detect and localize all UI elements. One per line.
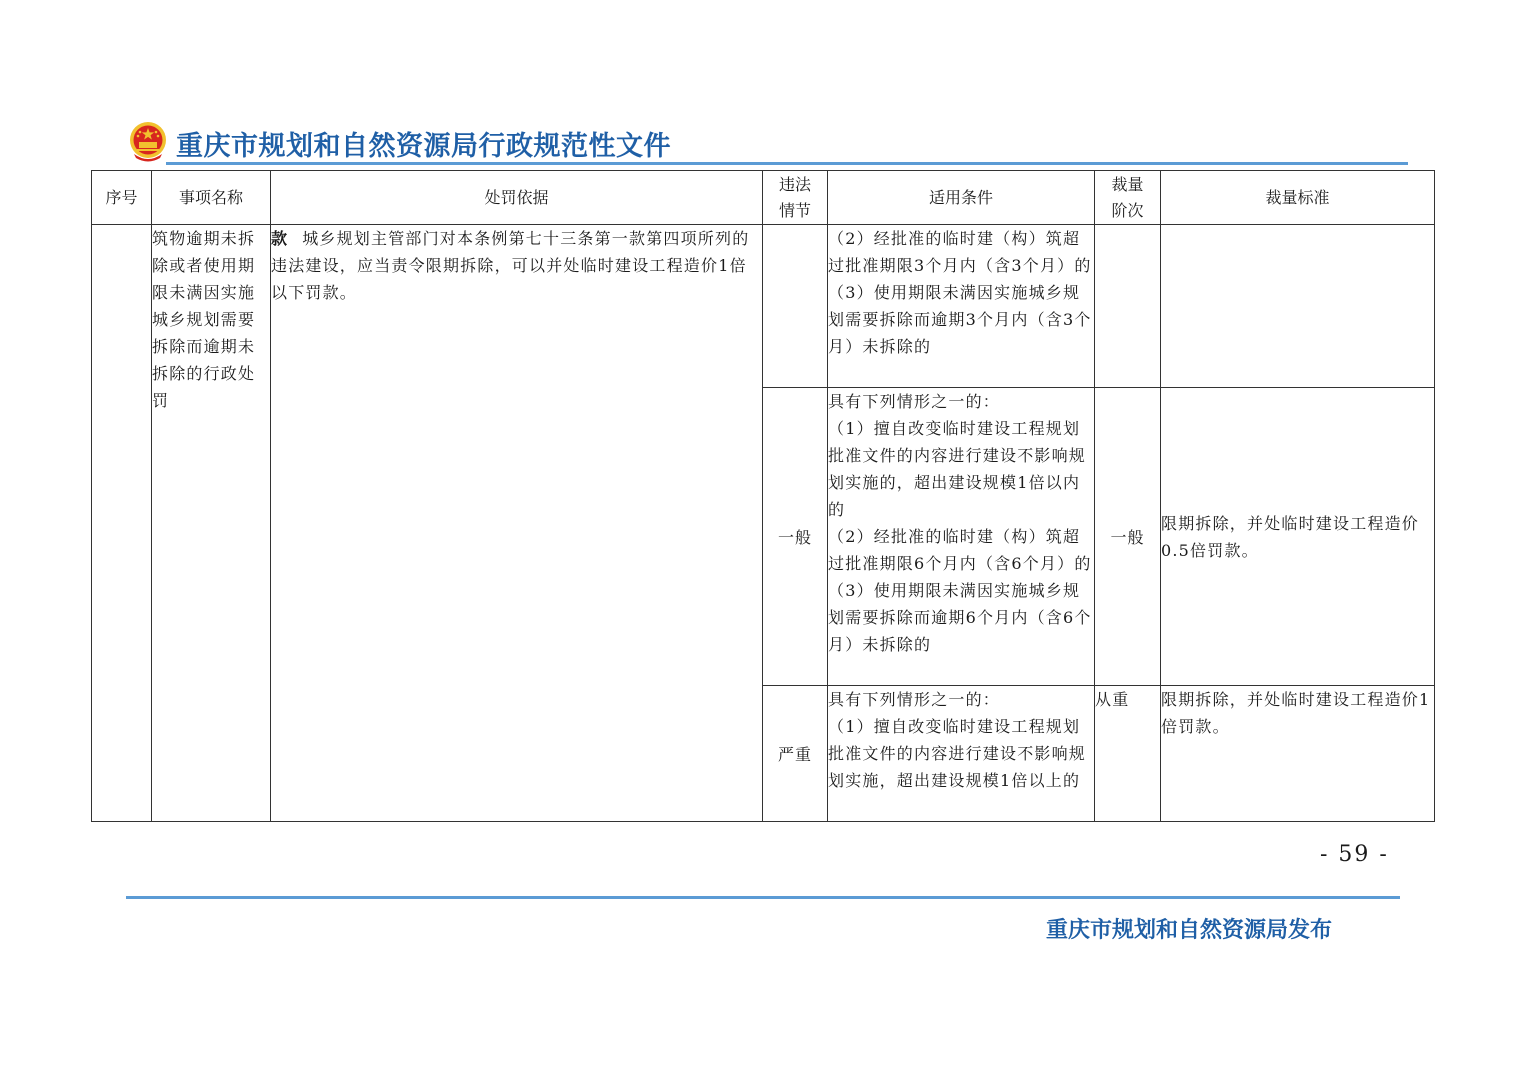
- national-emblem-icon: [128, 120, 168, 162]
- column-header-basis: 处罚依据: [271, 171, 763, 225]
- condition-item: （2）经批准的临时建（构）筑超过批准期限3个月内（含3个月）的: [828, 229, 1092, 275]
- footer-divider: [126, 896, 1400, 899]
- header-title: 重庆市规划和自然资源局行政规范性文件: [176, 131, 671, 162]
- standard-cell: 限期拆除，并处临时建设工程造价1倍罚款。: [1161, 686, 1435, 822]
- condition-item: （1）擅自改变临时建设工程规划批准文件的内容进行建设不影响规划实施，超出建设规模1倍以上的: [828, 717, 1087, 790]
- basis-label: 款: [271, 229, 289, 248]
- column-header-item-name: 事项名称: [152, 171, 271, 225]
- page-number: - 59 -: [1320, 842, 1389, 867]
- condition-item: （3）使用期限未满因实施城乡规划需要拆除而逾期3个月内（含3个月）未拆除的: [828, 283, 1092, 356]
- condition-item: 具有下列情形之一的：: [828, 392, 1001, 411]
- condition-item: 具有下列情形之一的：: [828, 690, 1001, 709]
- table-row: [92, 225, 1435, 388]
- column-header-index: 序号: [92, 171, 152, 225]
- standard-cell: [1161, 388, 1435, 686]
- page-header: [128, 118, 1408, 168]
- standard-cell: [1161, 225, 1435, 388]
- level-cell: [1095, 225, 1161, 388]
- header-divider: [166, 162, 1408, 165]
- condition-item: （3）使用期限未满因实施城乡规划需要拆除而逾期6个月内（含6个月）未拆除的: [828, 581, 1092, 654]
- column-header-standard: 裁量标准: [1161, 171, 1435, 225]
- table-header-row: [92, 171, 1435, 225]
- column-header-level: 裁量阶次: [1095, 171, 1161, 225]
- standard-text: 限期拆除，并处临时建设工程造价0.5倍罚款。: [1161, 513, 1420, 560]
- column-header-conditions: 适用条件: [828, 171, 1095, 225]
- condition-item: （1）擅自改变临时建设工程规划批准文件的内容进行建设不影响规划实施的，超出建设规模1倍以内的: [828, 419, 1087, 519]
- column-header-circumstance: 违法情节: [763, 171, 828, 225]
- level-cell: 一般: [1095, 388, 1161, 686]
- conditions-cell: [828, 388, 1095, 686]
- penalty-discretion-table: [91, 170, 1435, 822]
- circumstance-cell: [763, 225, 828, 388]
- circumstance-cell: 一般: [763, 388, 828, 686]
- condition-item: （2）经批准的临时建（构）筑超过批准期限6个月内（含6个月）的: [828, 527, 1092, 573]
- circumstance-cell: 严重: [763, 686, 828, 822]
- index-cell: [92, 225, 152, 822]
- conditions-cell: [828, 686, 1095, 822]
- basis-cell: [271, 225, 763, 822]
- footer-publisher: 重庆市规划和自然资源局发布: [1046, 918, 1333, 943]
- conditions-cell: [828, 225, 1095, 388]
- level-cell: 从重: [1095, 686, 1161, 822]
- basis-text: 城乡规划主管部门对本条例第七十三条第一款第四项所列的违法建设，应当责令限期拆除，可以并处临时建设工程造价1倍以下罚款。: [271, 229, 750, 302]
- item-name-cell: 筑物逾期未拆除或者使用期限未满因实施城乡规划需要拆除而逾期未拆除的行政处罚: [152, 225, 271, 822]
